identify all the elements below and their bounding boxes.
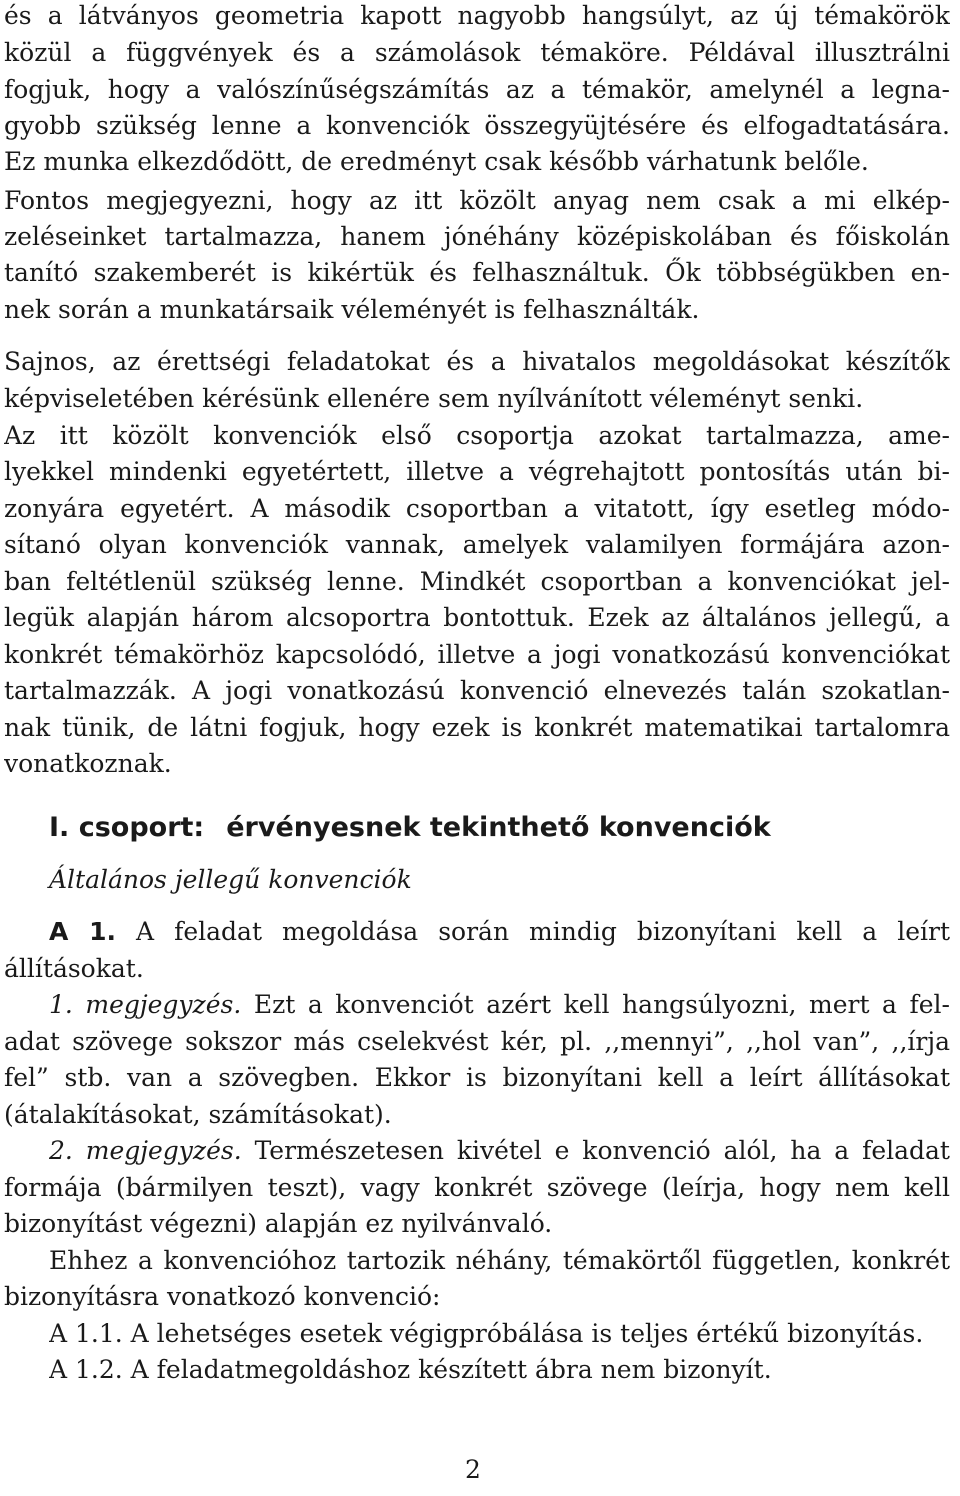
list-item	[49, 1352, 772, 1389]
text-line	[49, 1133, 950, 1170]
text-line: nak tünik, de látni fogjuk, hogy ezek is konkrét matematikai tartalomra	[4, 713, 950, 742]
text-line: Fontos megjegyezni, hogy az itt közölt anyag nem csak a mi elkép-	[4, 186, 950, 215]
text-line	[49, 987, 950, 1024]
text-line: közül a függvények és a számolások témaköre. Példával illusztrálni	[4, 38, 950, 67]
section-title: érvényesnek tekinthető konvenciók	[226, 812, 771, 843]
subconvention-label: A 1.2.	[49, 1355, 123, 1384]
text-line: ban feltétlenül szükség lenne. Mindkét csoportban a konvenciókat jel-	[4, 567, 950, 596]
note-text: Természetesen kivétel e konvenció alól, ha a feladat	[254, 1136, 950, 1165]
subconvention-text: A lehetséges esetek végigpróbálása is teljes értékű bizonyítás.	[130, 1319, 924, 1348]
text-line: sítanó olyan konvenciók vannak, amelyek valamilyen formájára azon-	[4, 530, 950, 559]
text-line: Az itt közölt konvenciók első csoportja azokat tartalmazza, ame-	[4, 421, 950, 450]
text-line: adat szövege sokszor más cselekvést kér, pl. ,,mennyi”, ,,hol van”, ,,írja	[4, 1027, 950, 1056]
text-line: nek során a munkatársaik véleményét is felhasználták.	[4, 295, 700, 324]
note-text: Ezt a konvenciót azért kell hangsúlyozni, mert a fel-	[253, 990, 950, 1019]
text-line: Ez munka elkezdődött, de eredményt csak később várhatunk belőle.	[4, 147, 869, 176]
text-line: fogjuk, hogy a valószínűségszámítás az a témakör, amelynél a legna-	[4, 75, 950, 104]
text-line: bizonyításra vonatkozó konvenció:	[4, 1282, 441, 1311]
text-line: fel” stb. van a szövegben. Ekkor is bizonyítani kell a leírt állításokat	[4, 1063, 950, 1092]
text-line	[49, 914, 950, 951]
subconvention-text: A feladatmegoldáshoz készített ábra nem bizonyít.	[130, 1355, 772, 1384]
text-line: zonyára egyetért. A második csoportban a vitatott, így esetleg módo-	[4, 494, 950, 523]
text-line: tanító szakemberét is kikértük és felhasználtuk. Ők többségükben en-	[4, 258, 950, 287]
text-line: formája (bármilyen teszt), vagy konkrét szövege (leírja, hogy nem kell	[4, 1173, 950, 1202]
subconvention-label: A 1.1.	[49, 1319, 123, 1348]
text-line: tartalmazzák. A jogi vonatkozású konvenció elnevezés talán szokatlan-	[4, 676, 950, 705]
section-heading	[49, 810, 771, 847]
text-line: állításokat.	[4, 954, 144, 983]
text-line: lyekkel mindenki egyetértett, illetve a végrehajtott pontosítás után bi-	[4, 457, 950, 486]
text-line: (átalakításokat, számításokat).	[4, 1100, 392, 1129]
text-line: Ehhez a konvencióhoz tartozik néhány, témakörtől független, konkrét	[49, 1246, 950, 1275]
convention-text: A feladat megoldása során mindig bizonyítani kell a leírt	[136, 917, 950, 946]
text-line: vonatkoznak.	[4, 749, 172, 778]
text-line: zeléseinket tartalmazza, hanem jónéhány középiskolában és főiskolán	[4, 222, 950, 251]
note-label: 2. megjegyzés.	[49, 1136, 242, 1165]
text-line: bizonyítást végezni) alapján ez nyilvánvaló.	[4, 1209, 553, 1238]
text-line: képviseletében kérésünk ellenére sem nyílvánított véleményt senki.	[4, 384, 864, 413]
text-line: konkrét témakörhöz kapcsolódó, illetve a jogi vonatkozású konvenciókat	[4, 640, 950, 669]
text-line: legük alapján három alcsoportra bontottuk. Ezek az általános jellegű, a	[4, 603, 950, 632]
page-number: 2	[465, 1455, 481, 1484]
list-item	[49, 1316, 923, 1353]
subsection-heading: Általános jellegű konvenciók	[49, 865, 412, 894]
text-line: és a látványos geometria kapott nagyobb hangsúlyt, az új témakörök	[4, 1, 950, 30]
section-number: I. csoport:	[49, 812, 205, 843]
text-line: Sajnos, az érettségi feladatokat és a hivatalos megoldásokat készítők	[4, 347, 950, 376]
convention-label: A 1.	[49, 917, 117, 946]
text-line: gyobb szükség lenne a konvenciók összegyüjtésére és elfogadtatására.	[4, 111, 950, 140]
note-label: 1. megjegyzés.	[49, 990, 242, 1019]
